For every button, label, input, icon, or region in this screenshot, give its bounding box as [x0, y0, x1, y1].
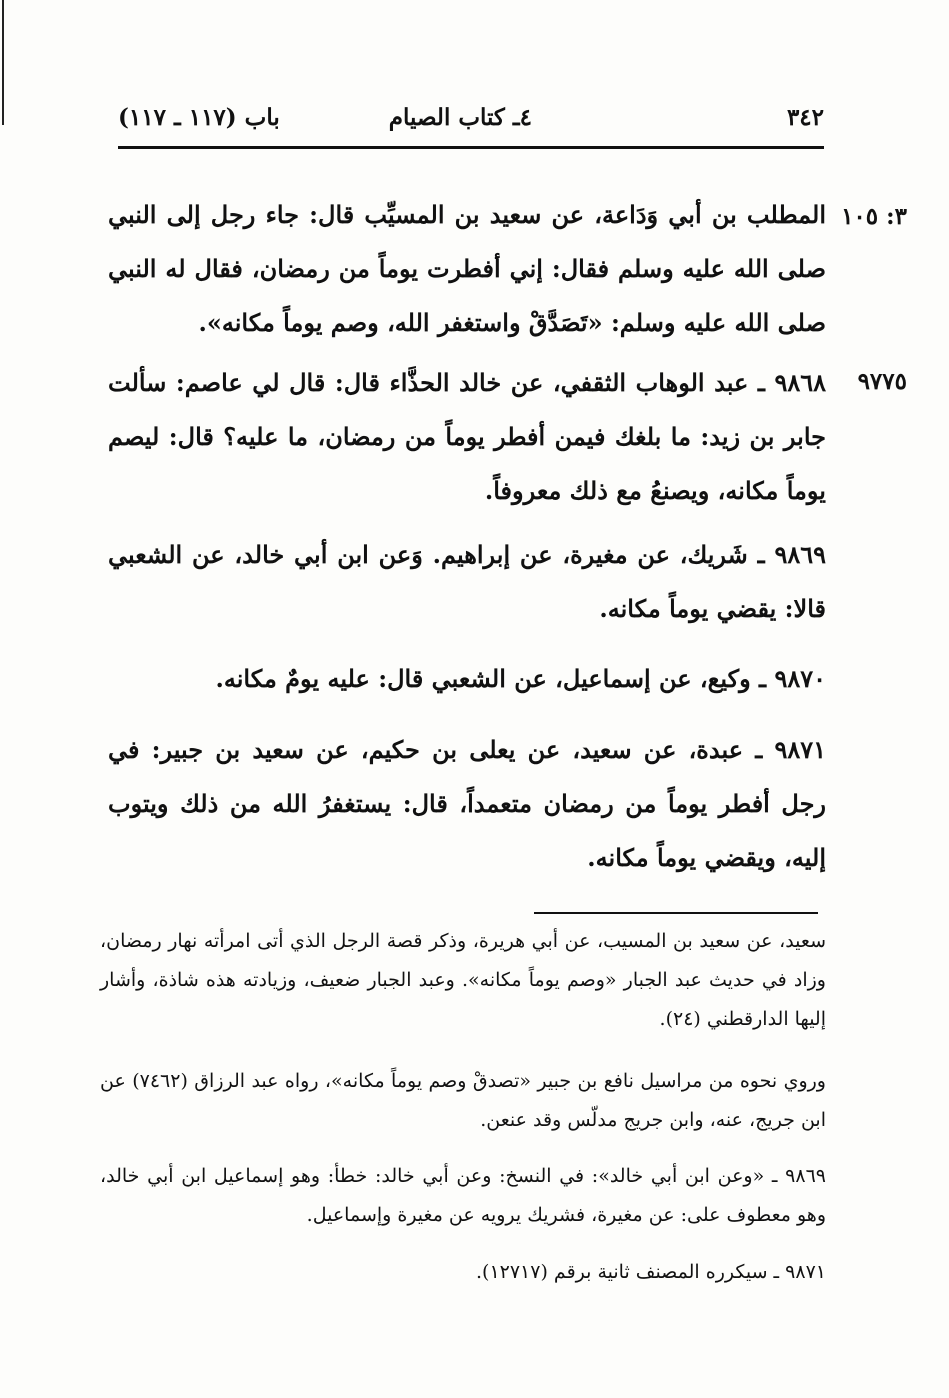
paragraph-text: ٩٨٧٠ ـ وكيع، عن إسماعيل، عن الشعبي قال: عليه يومٌ مكانه.	[215, 664, 826, 693]
footnote-text: وروي نحوه من مراسيل نافع بن جبير «تصدقْ وصم يوماً مكانه»، رواه عبد الرزاق (٧٤٦٢) عن ابن جريج، عنه، وابن جريج مدلّس وقد عنعن.	[100, 1070, 826, 1131]
chapter-range: باب (١١٧ ـ ١١٧)	[118, 104, 280, 131]
margin-reference: ٣: ١٠٥	[841, 203, 907, 230]
margin-reference: ٩٧٧٥	[857, 368, 907, 395]
header-rule	[118, 146, 824, 149]
page-number: ٣٤٢	[786, 104, 824, 131]
hadith-paragraph	[108, 652, 826, 706]
hadith-paragraph	[108, 188, 826, 350]
hadith-paragraph	[108, 723, 826, 885]
footnote-separator	[534, 912, 818, 914]
footnote-text: سعيد، عن سعيد بن المسيب، عن أبي هريرة، وذكر قصة الرجل الذي أتى امرأته نهار رمضان، وزاد في حديث عبد الجبار «وصم يوماً مكانه». وعبد الجبار ضعيف، وزيادته هذه شاذة، وأشار إليها الدارقطني (٢٤).	[100, 930, 826, 1030]
page-edge-line	[2, 0, 4, 125]
footnote	[100, 1253, 826, 1292]
paragraph-text: ٩٨٦٩ ـ شَريك، عن مغيرة، عن إبراهيم. وَعن ابن أبي خالد، عن الشعبي قالا: يقضي يوماً مكانه.	[108, 540, 826, 623]
footnote-text: ٩٨٦٩ ـ «وعن ابن أبي خالد»: في النسخ: وعن أبي خالد: خطأ: وهو إسماعيل ابن أبي خالد، وهو معطوف على: عن مغيرة، فشريك يرويه عن مغيرة وإسماعيل.	[100, 1165, 826, 1226]
footnote	[100, 1157, 826, 1235]
running-header	[118, 104, 824, 138]
hadith-paragraph	[108, 356, 826, 518]
footnote	[100, 922, 826, 1039]
book-title: ٤ـ كتاب الصيام	[388, 104, 532, 131]
footnote	[100, 1062, 826, 1140]
hadith-paragraph	[108, 528, 826, 636]
paragraph-text: ٩٨٧١ ـ عبدة، عن سعيد، عن يعلى بن حكيم، عن سعيد بن جبير: في رجل أفطر يوماً من رمضان متعمداً، قال: يستغفرُ الله من ذلك ويتوب إليه، ويقضي يوماً مكانه.	[108, 735, 826, 872]
paragraph-text: المطلب بن أبي وَدَاعة، عن سعيد بن المسيِّب قال: جاء رجل إلى النبي صلى الله عليه وسلم فقال: إني أفطرت يوماً من رمضان، فقال له النبي صلى الله عليه وسلم: «تَصَدَّقْ واستغفر الله، وصم يوماً مكانه».	[108, 200, 826, 337]
footnote-text: ٩٨٧١ ـ سيكرره المصنف ثانية برقم (١٢٧١٧).	[475, 1261, 826, 1283]
paragraph-text: ٩٨٦٨ ـ عبد الوهاب الثقفي، عن خالد الحذَّاء قال: قال لي عاصم: سألت جابر بن زيد: ما بلغك فيمن أفطر يوماً من رمضان، ما عليه؟ قال: ليصم يوماً مكانه، ويصنعُ مع ذلك معروفاً.	[108, 368, 826, 505]
